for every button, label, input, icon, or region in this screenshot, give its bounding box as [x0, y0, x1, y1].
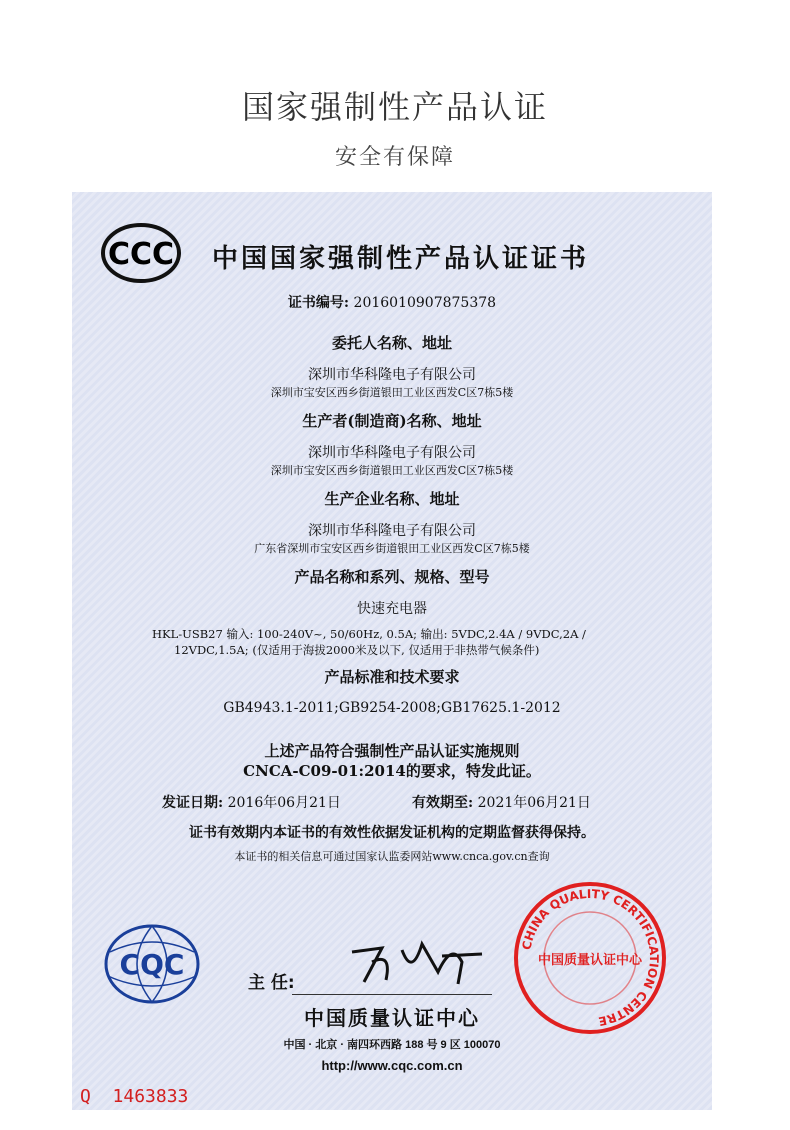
applicant-name: 深圳市华科隆电子有限公司: [308, 367, 476, 383]
svg-text:CCC: CCC: [107, 237, 175, 272]
validity-note: 证书有效期内本证书的有效性依据发证机构的定期监督获得保持。: [189, 825, 595, 841]
expiry-value: 2021年06月21日: [477, 795, 591, 811]
product-name: 快速充电器: [357, 601, 427, 617]
q-value: 1463833: [112, 1086, 189, 1107]
svg-text:CQC: CQC: [119, 948, 185, 981]
statement-line-1: 上述产品符合强制性产品认证实施规则: [264, 742, 520, 760]
factory-address: 广东省深圳市宝安区西乡街道银田工业区西发C区7栋5楼: [254, 542, 530, 555]
manufacturer-heading: 生产者(制造商)名称、地址: [302, 412, 482, 430]
standards-heading: 产品标准和技术要求: [324, 668, 460, 686]
manufacturer-address: 深圳市宝安区西乡街道银田工业区西发C区7栋5楼: [270, 464, 514, 477]
factory-name: 深圳市华科隆电子有限公司: [308, 523, 476, 539]
product-spec-1: HKL-USB27 输入: 100-240V~, 50/60Hz, 0.5A; 输出: 5VDC,2.4A / 9VDC,2A /: [152, 627, 586, 641]
director-signature: [342, 932, 492, 992]
product-heading: 产品名称和系列、规格、型号: [294, 568, 490, 586]
issue-value: 2016年06月21日: [227, 795, 341, 811]
cqc-logo-icon: [102, 922, 202, 1006]
certificate-title: 中国国家强制性产品认证证书: [212, 244, 590, 274]
issue-date: [162, 792, 341, 812]
director-label: 主 任:: [248, 973, 295, 993]
issue-label: 发证日期:: [162, 795, 224, 811]
manufacturer-name: 深圳市华科隆电子有限公司: [308, 445, 476, 461]
q-number: [80, 1086, 188, 1107]
svg-text:CHINA QUALITY CERTIFICATION CE: CHINA QUALITY CERTIFICATION CENTRE: [519, 886, 662, 1029]
svg-text:中国质量认证中心: 中国质量认证中心: [537, 953, 643, 968]
expiry-date: [412, 792, 591, 812]
number-label: 证书编号:: [287, 295, 350, 311]
factory-heading: 生产企业名称、地址: [324, 490, 460, 508]
org-url[interactable]: http://www.cqc.com.cn: [321, 1058, 463, 1073]
official-seal: [510, 878, 670, 1038]
statement-line-2: CNCA-C09-01:2014的要求，特发此证。: [243, 762, 541, 780]
q-label: Q: [80, 1086, 91, 1107]
applicant-address: 深圳市宝安区西乡街道银田工业区西发C区7栋5楼: [270, 386, 514, 399]
number-value: 2016010907875378: [353, 295, 497, 311]
org-name: 中国质量认证中心: [304, 1006, 480, 1030]
info-note: 本证书的相关信息可通过国家认监委网站www.cnca.gov.cn查询: [234, 850, 550, 863]
signature-line: [292, 994, 492, 995]
applicant-heading: 委托人名称、地址: [331, 334, 452, 352]
org-address: 中国 · 北京 · 南四环西路 188 号 9 区 100070: [283, 1039, 501, 1051]
page-subtitle: 安全有保障: [334, 145, 455, 170]
certificate: [72, 192, 712, 1110]
ccc-logo-icon: [100, 222, 182, 284]
expiry-label: 有效期至:: [412, 795, 474, 811]
certificate-number: [72, 292, 712, 312]
product-spec-2: 12VDC,1.5A; (仅适用于海拔2000米及以下, 仅适用于非热带气候条件): [174, 643, 540, 657]
page-title: 国家强制性产品认证: [241, 88, 548, 126]
standards: GB4943.1-2011;GB9254-2008;GB17625.1-2012: [223, 700, 561, 716]
